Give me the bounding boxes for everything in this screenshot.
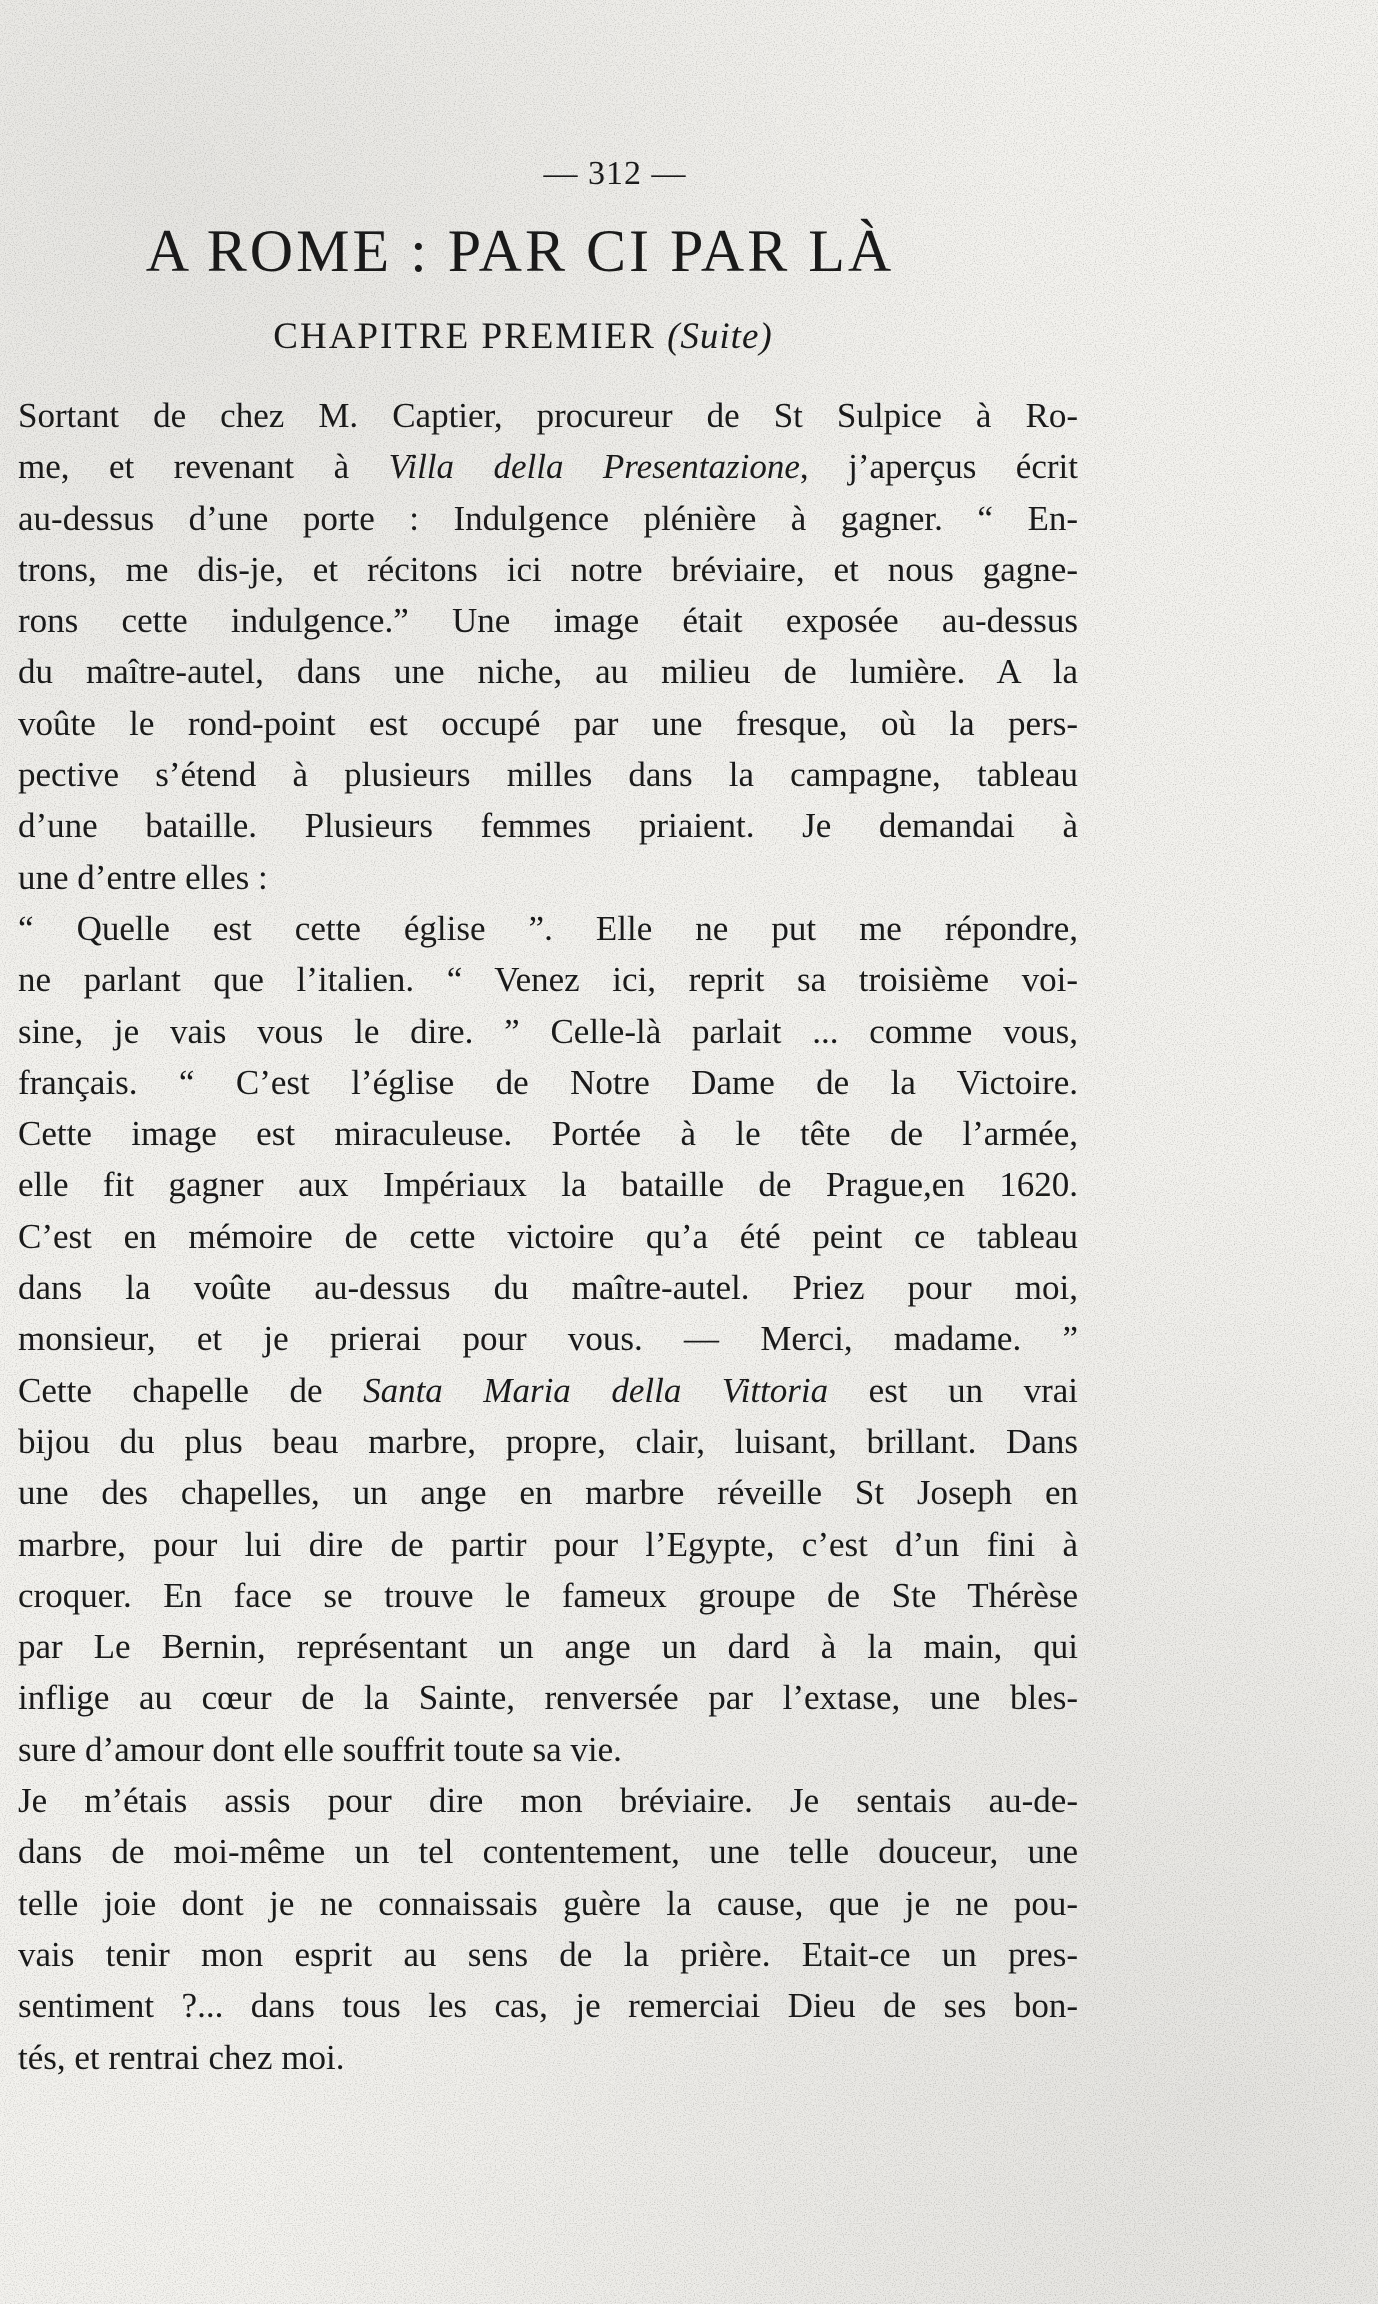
italic-text: Santa Maria della Vittoria [363, 1370, 829, 1410]
text-segment: Sortant de chez M. Captier, procureur de St Sulpice à Ro- [18, 396, 1078, 435]
text-line [18, 1826, 1078, 1877]
text-segment: d’une bataille. Plusieurs femmes priaient. Je demandai à [18, 806, 1078, 846]
text-line [18, 1980, 1078, 2031]
text-line [18, 493, 1078, 544]
chapter-suite: (Suite) [667, 316, 773, 357]
text-segment: elle fit gagner aux Impériaux la bataille de Prague,en 1620. [18, 1165, 1078, 1205]
text-segment: par Le Bernin, représentant un ange un dard à la main, qui [18, 1627, 1078, 1667]
text-segment: pective s’étend à plusieurs milles dans la campagne, tableau [18, 755, 1078, 795]
text-segment: rons cette indulgence.” Une image était exposée au-dessus [18, 601, 1078, 641]
text-line [18, 1365, 1078, 1416]
text-segment: C’est en mémoire de cette victoire qu’a été peint ce tableau [18, 1216, 1078, 1256]
text-line [18, 954, 1078, 1005]
text-segment: au-dessus d’une porte : Indulgence plénière à gagner. “ En- [18, 498, 1078, 538]
article-title: A ROME : PAR CI PAR LÀ [145, 218, 895, 284]
text-line [18, 1570, 1078, 1621]
text-segment: une d’entre elles : [18, 857, 268, 897]
text-segment: Cette image est miraculeuse. Portée à le tête de l’armée, [18, 1114, 1078, 1154]
text-segment: une des chapelles, un ange en marbre réveille St Joseph en [18, 1473, 1078, 1513]
text-line [18, 1775, 1078, 1826]
text-line [18, 595, 1078, 646]
text-line [18, 1724, 1078, 1775]
body-text [18, 390, 1078, 2083]
text-segment: Je m’étais assis pour dire mon bréviaire. Je sentais au-de- [18, 1781, 1078, 1821]
text-segment: Cette chapelle de [18, 1370, 364, 1410]
text-segment: trons, me dis-je, et récitons ici notre bréviaire, et nous gagne- [18, 549, 1078, 589]
text-line [18, 1878, 1078, 1929]
text-segment: , j’aperçus écrit [799, 447, 1078, 487]
text-line [18, 1159, 1078, 1210]
text-segment: marbre, pour lui dire de partir pour l’Egypte, c’est d’un fini à [18, 1524, 1078, 1564]
text-line [18, 852, 1078, 903]
text-segment: tés, et rentrai chez moi. [18, 2037, 345, 2077]
text-line [18, 1057, 1078, 1108]
text-line [18, 1262, 1078, 1313]
chapter-label: CHAPITRE PREMIER [273, 316, 656, 357]
text-segment: sure d’amour dont elle souffrit toute sa vie. [18, 1729, 622, 1769]
text-segment: bijou du plus beau marbre, propre, clair, luisant, brillant. Dans [18, 1421, 1078, 1461]
text-line [18, 1621, 1078, 1672]
text-line [18, 1929, 1078, 1980]
page-number: — 312 — [543, 155, 687, 192]
text-segment: du maître-autel, dans une niche, au milieu de lumière. A la [18, 652, 1078, 692]
text-segment: “ Quelle est cette église ”. Elle ne put me répondre, [18, 908, 1078, 948]
text-segment: monsieur, et je prierai pour vous. — Merci, madame. ” [18, 1319, 1078, 1359]
text-segment: dans de moi-même un tel contentement, une telle douceur, une [18, 1832, 1078, 1872]
text-line [18, 1519, 1078, 1570]
text-line [18, 544, 1078, 595]
italic-text: Villa della Presentazione [388, 447, 800, 487]
text-segment: me, et revenant à [18, 447, 389, 487]
text-line [18, 698, 1078, 749]
text-line [18, 441, 1078, 492]
chapter-heading [0, 315, 1046, 358]
text-line [18, 1467, 1078, 1518]
text-segment: dans la voûte au-dessus du maître-autel. Priez pour moi, [18, 1268, 1078, 1308]
text-segment: sentiment ?... dans tous les cas, je remerciai Dieu de ses bon- [18, 1986, 1078, 2026]
text-line [18, 1672, 1078, 1723]
text-segment: telle joie dont je ne connaissais guère la cause, que je ne pou- [18, 1883, 1078, 1923]
text-segment: voûte le rond-point est occupé par une fresque, où la pers- [18, 703, 1078, 743]
text-line [18, 390, 1078, 441]
text-segment: vais tenir mon esprit au sens de la prière. Etait-ce un pres- [18, 1934, 1078, 1974]
text-segment: est un vrai [828, 1370, 1079, 1410]
text-segment: sine, je vais vous le dire. ” Celle-là parlait ... comme vous, [18, 1011, 1078, 1051]
text-line [18, 646, 1078, 697]
text-segment: inflige au cœur de la Sainte, renversée par l’extase, une bles- [18, 1678, 1078, 1718]
text-line [18, 2032, 1078, 2083]
text-line [18, 800, 1078, 851]
text-segment: ne parlant que l’italien. “ Venez ici, reprit sa troisième voi- [18, 960, 1078, 1000]
text-segment: croquer. En face se trouve le fameux groupe de Ste Thérèse [18, 1575, 1078, 1615]
text-line [18, 903, 1078, 954]
text-line [18, 1211, 1078, 1262]
text-line [18, 749, 1078, 800]
text-line [18, 1006, 1078, 1057]
text-segment: français. “ C’est l’église de Notre Dame de la Victoire. [18, 1062, 1078, 1102]
text-line [18, 1416, 1078, 1467]
text-line [18, 1108, 1078, 1159]
text-line [18, 1313, 1078, 1364]
